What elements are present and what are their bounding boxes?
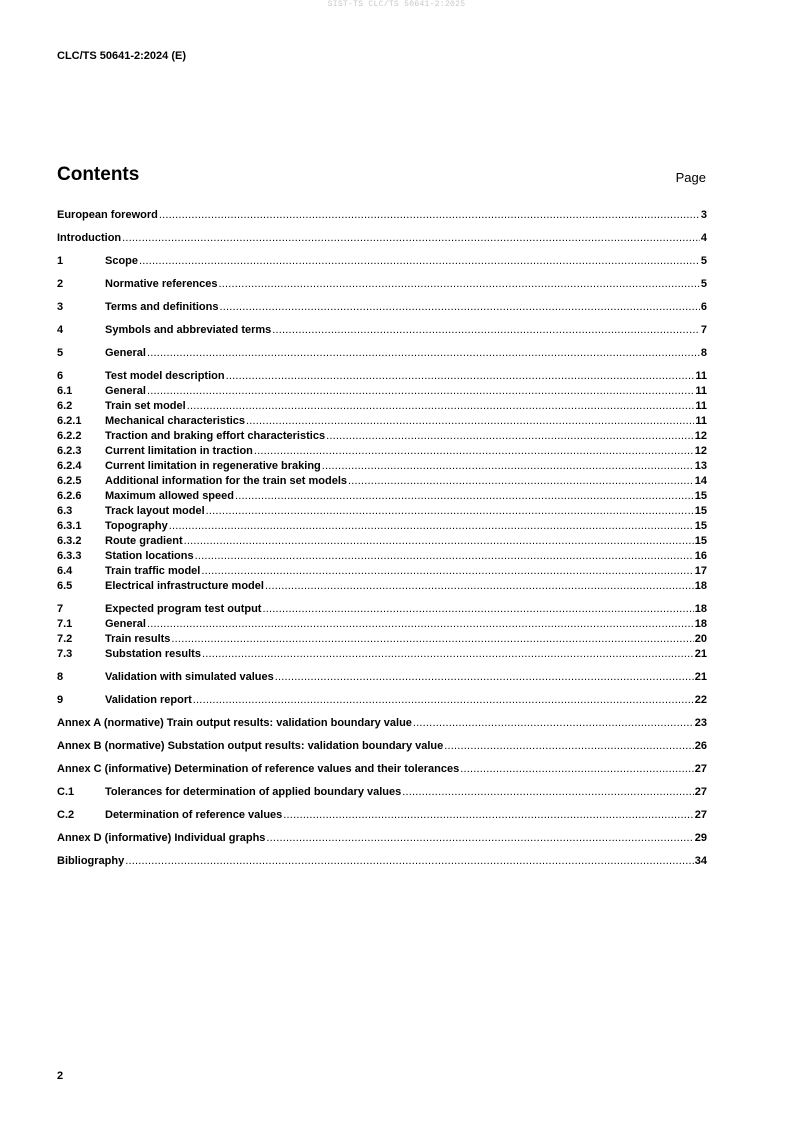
toc-entry-title: Bibliography xyxy=(57,855,125,867)
page-column-label: Page xyxy=(675,170,706,185)
toc-entry-number: 9 xyxy=(57,694,64,706)
toc-entry-title: Validation report xyxy=(105,694,192,706)
toc-entry[interactable] xyxy=(57,578,707,593)
toc-entry[interactable] xyxy=(57,631,707,646)
document-id: CLC/TS 50641-2:2024 (E) xyxy=(57,50,186,62)
toc-entry-title: Train set model xyxy=(105,400,186,412)
table-of-contents xyxy=(57,207,707,868)
toc-entry-title: Annex A (normative) Train output results: validation boundary value xyxy=(57,717,412,729)
toc-entry-number: 6.3.1 xyxy=(57,520,82,532)
toc-leader-dots xyxy=(147,618,694,631)
toc-entry-number: 6.2.3 xyxy=(57,445,82,457)
toc-entry-title: European foreword xyxy=(57,209,158,221)
toc-leader-dots xyxy=(171,633,693,646)
toc-entry-number: 6.1 xyxy=(57,385,73,397)
toc-entry-title: Annex D (informative) Individual graphs xyxy=(57,832,266,844)
toc-leader-dots xyxy=(201,565,693,578)
toc-entry-page: 8 xyxy=(700,347,707,359)
toc-entry-page: 17 xyxy=(694,565,707,577)
toc-entry-title: Current limitation in traction xyxy=(105,445,253,457)
toc-entry-number: 6.3.3 xyxy=(57,550,82,562)
toc-leader-dots xyxy=(125,855,694,868)
toc-entry-page: 18 xyxy=(694,618,707,630)
toc-entry[interactable] xyxy=(57,616,707,631)
toc-leader-dots xyxy=(283,809,693,822)
toc-entry-number: 6.2.4 xyxy=(57,460,82,472)
toc-entry-title: Expected program test output xyxy=(105,603,262,615)
toc-entry-title: Test model description xyxy=(105,370,225,382)
toc-leader-dots xyxy=(266,832,693,845)
toc-entry[interactable] xyxy=(57,473,707,488)
toc-leader-dots xyxy=(147,385,694,398)
toc-entry-page: 18 xyxy=(694,603,707,615)
toc-entry-page: 15 xyxy=(694,490,707,502)
toc-leader-dots xyxy=(413,717,694,730)
toc-entry[interactable] xyxy=(57,601,707,616)
toc-entry-page: 11 xyxy=(695,415,707,427)
toc-leader-dots xyxy=(147,347,700,360)
toc-entry-number: 6.3.2 xyxy=(57,535,82,547)
toc-entry-page: 14 xyxy=(694,475,707,487)
toc-entry-page: 18 xyxy=(694,580,707,592)
toc-entry-number: 5 xyxy=(57,347,64,359)
toc-entry-page: 11 xyxy=(695,400,707,412)
toc-entry-title: Validation with simulated values xyxy=(105,671,274,683)
toc-entry[interactable] xyxy=(57,830,707,845)
toc-entry-number: 2 xyxy=(57,278,64,290)
toc-entry-title: Maximum allowed speed xyxy=(105,490,234,502)
toc-entry[interactable] xyxy=(57,428,707,443)
toc-entry-page: 6 xyxy=(700,301,707,313)
toc-entry-page: 16 xyxy=(694,550,707,562)
toc-entry-page: 26 xyxy=(694,740,707,752)
toc-leader-dots xyxy=(235,490,694,503)
toc-entry-page: 27 xyxy=(694,809,707,821)
toc-entry-number: 6 xyxy=(57,370,64,382)
toc-entry[interactable] xyxy=(57,398,707,413)
watermark: SIST-TS CLC/TS 50641-2:2025 xyxy=(327,0,466,9)
toc-entry-title: Track layout model xyxy=(105,505,205,517)
toc-entry-title: Scope xyxy=(105,255,139,267)
toc-entry[interactable] xyxy=(57,503,707,518)
toc-entry-page: 11 xyxy=(695,385,707,397)
toc-entry-title: Annex B (normative) Substation output results: validation boundary value xyxy=(57,740,444,752)
toc-entry-number: 4 xyxy=(57,324,64,336)
toc-entry-title: Train traffic model xyxy=(105,565,201,577)
toc-entry-number: 7.1 xyxy=(57,618,73,630)
page-title: Contents xyxy=(57,164,140,185)
toc-entry[interactable] xyxy=(57,533,707,548)
toc-entry[interactable] xyxy=(57,784,707,799)
toc-entry[interactable] xyxy=(57,669,707,684)
toc-leader-dots xyxy=(326,430,694,443)
toc-entry-number: 6.2.1 xyxy=(57,415,82,427)
toc-leader-dots xyxy=(460,763,694,776)
toc-entry[interactable] xyxy=(57,299,707,314)
toc-entry[interactable] xyxy=(57,488,707,503)
toc-entry-title: Determination of reference values xyxy=(105,809,283,821)
toc-entry-page: 12 xyxy=(694,445,707,457)
toc-entry[interactable] xyxy=(57,646,707,661)
toc-entry-page: 15 xyxy=(694,520,707,532)
toc-leader-dots xyxy=(246,415,694,428)
toc-leader-dots xyxy=(202,648,694,661)
toc-entry-page: 20 xyxy=(694,633,707,645)
toc-entry-number: 6.2.2 xyxy=(57,430,82,442)
toc-entry-title: Terms and definitions xyxy=(105,301,219,313)
toc-leader-dots xyxy=(169,520,694,533)
toc-leader-dots xyxy=(195,550,694,563)
toc-entry-number: 6.3 xyxy=(57,505,73,517)
toc-leader-dots xyxy=(275,671,694,684)
toc-entry[interactable] xyxy=(57,807,707,822)
toc-entry-page: 23 xyxy=(694,717,707,729)
toc-entry-number: 8 xyxy=(57,671,64,683)
toc-entry[interactable] xyxy=(57,345,707,360)
toc-leader-dots xyxy=(219,301,699,314)
toc-leader-dots xyxy=(265,580,694,593)
toc-entry[interactable] xyxy=(57,563,707,578)
toc-entry-page: 27 xyxy=(694,763,707,775)
toc-entry-number: 1 xyxy=(57,255,64,267)
toc-entry-number: 3 xyxy=(57,301,64,313)
toc-entry-page: 15 xyxy=(694,535,707,547)
toc-entry[interactable] xyxy=(57,518,707,533)
toc-entry[interactable] xyxy=(57,322,707,337)
toc-entry[interactable] xyxy=(57,276,707,291)
toc-entry-page: 12 xyxy=(694,430,707,442)
toc-entry-page: 4 xyxy=(700,232,707,244)
toc-entry[interactable] xyxy=(57,253,707,268)
toc-entry-number: 7.2 xyxy=(57,633,73,645)
toc-entry-number: 6.5 xyxy=(57,580,73,592)
toc-entry-page: 21 xyxy=(694,648,707,660)
toc-leader-dots xyxy=(206,505,694,518)
toc-entry-page: 21 xyxy=(694,671,707,683)
toc-entry[interactable] xyxy=(57,207,707,222)
toc-entry-page: 13 xyxy=(694,460,707,472)
toc-entry[interactable] xyxy=(57,368,707,383)
toc-leader-dots xyxy=(348,475,694,488)
toc-entry-title: Normative references xyxy=(105,278,218,290)
toc-entry-number: 7.3 xyxy=(57,648,73,660)
toc-entry-number: 6.2 xyxy=(57,400,73,412)
toc-leader-dots xyxy=(272,324,700,337)
toc-entry[interactable] xyxy=(57,692,707,707)
toc-entry[interactable] xyxy=(57,458,707,473)
toc-leader-dots xyxy=(139,255,700,268)
toc-entry-page: 7 xyxy=(700,324,707,336)
toc-leader-dots xyxy=(219,278,700,291)
toc-entry[interactable] xyxy=(57,230,707,245)
toc-entry-title: Mechanical characteristics xyxy=(105,415,246,427)
toc-leader-dots xyxy=(187,400,695,413)
toc-entry-page: 5 xyxy=(700,278,707,290)
toc-entry-title: Annex C (informative) Determination of reference values and their tolerances xyxy=(57,763,460,775)
toc-entry-title: Route gradient xyxy=(105,535,183,547)
page-number: 2 xyxy=(57,1070,64,1082)
toc-leader-dots xyxy=(122,232,700,245)
toc-entry-page: 29 xyxy=(694,832,707,844)
toc-entry-title: Additional information for the train set models xyxy=(105,475,348,487)
toc-entry-page: 34 xyxy=(694,855,707,867)
toc-entry-title: General xyxy=(105,618,146,630)
toc-entry-title: General xyxy=(105,385,146,397)
toc-leader-dots xyxy=(159,209,700,222)
toc-entry-page: 27 xyxy=(694,786,707,798)
toc-entry-page: 11 xyxy=(695,370,707,382)
toc-entry[interactable] xyxy=(57,715,707,730)
toc-entry-page: 22 xyxy=(694,694,707,706)
toc-entry-title: Introduction xyxy=(57,232,122,244)
toc-entry[interactable] xyxy=(57,761,707,776)
toc-entry-title: Current limitation in regenerative braking xyxy=(105,460,321,472)
toc-entry-number: C.1 xyxy=(57,786,75,798)
toc-entry-number: 6.4 xyxy=(57,565,73,577)
toc-leader-dots xyxy=(322,460,694,473)
toc-entry-number: 6.2.5 xyxy=(57,475,82,487)
toc-entry-title: General xyxy=(105,347,146,359)
toc-entry-title: Topography xyxy=(105,520,168,532)
toc-entry[interactable] xyxy=(57,443,707,458)
toc-entry[interactable] xyxy=(57,738,707,753)
toc-leader-dots xyxy=(193,694,694,707)
toc-entry-page: 5 xyxy=(700,255,707,267)
toc-entry-number: C.2 xyxy=(57,809,75,821)
toc-leader-dots xyxy=(402,786,694,799)
toc-entry[interactable] xyxy=(57,548,707,563)
toc-entry[interactable] xyxy=(57,413,707,428)
toc-leader-dots xyxy=(226,370,695,383)
toc-leader-dots xyxy=(444,740,693,753)
toc-entry-title: Substation results xyxy=(105,648,201,660)
toc-entry-title: Symbols and abbreviated terms xyxy=(105,324,272,336)
toc-entry-page: 3 xyxy=(700,209,707,221)
toc-leader-dots xyxy=(262,603,693,616)
toc-entry-page: 15 xyxy=(694,505,707,517)
toc-entry-title: Traction and braking effort characteristics xyxy=(105,430,326,442)
toc-entry-number: 6.2.6 xyxy=(57,490,82,502)
toc-leader-dots xyxy=(184,535,694,548)
toc-entry-title: Tolerances for determination of applied boundary values xyxy=(105,786,402,798)
toc-entry[interactable] xyxy=(57,383,707,398)
toc-entry-title: Electrical infrastructure model xyxy=(105,580,264,592)
toc-entry-title: Station locations xyxy=(105,550,194,562)
toc-entry-title: Train results xyxy=(105,633,171,645)
toc-entry[interactable] xyxy=(57,853,707,868)
toc-leader-dots xyxy=(254,445,694,458)
toc-entry-number: 7 xyxy=(57,603,64,615)
